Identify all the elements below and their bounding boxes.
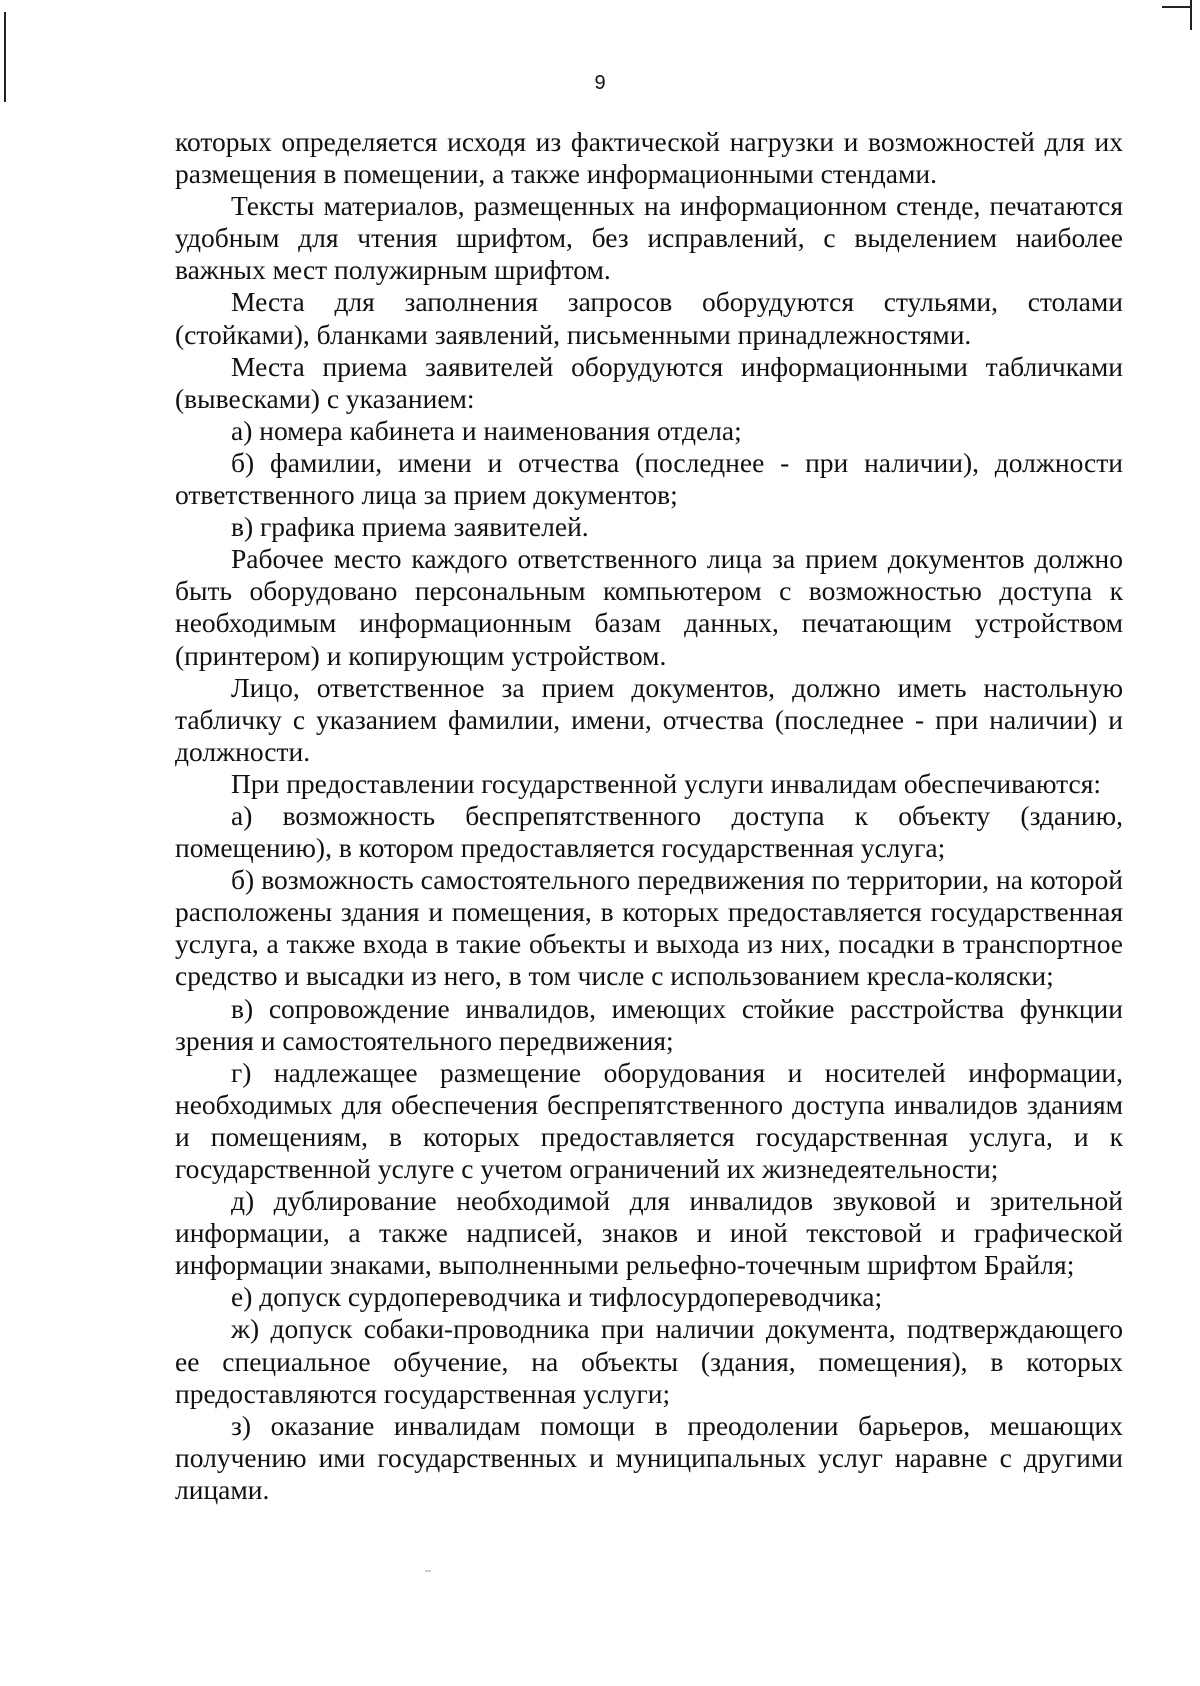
- paragraph: которых определяется исходя из фактической нагрузки и возможностей для их размещения в помещении, а также информационными стендами.: [175, 126, 1123, 190]
- scan-edge-mark-right: [1162, 6, 1192, 8]
- list-item: ж) допуск собаки-проводника при наличии документа, подтверждающего ее специальное обучение, на объекты (здания, помещения), в которых предоставляются государственная услуги;: [175, 1313, 1123, 1409]
- paragraph: При предоставлении государственной услуги инвалидам обеспечиваются:: [231, 767, 1101, 799]
- list-item: г) надлежащее размещение оборудования и носителей информации, необходимых для обеспечения беспрепятственного доступа инвалидов зданиям и помещениям, в которых предоставляется государственная услуга, и к государственной услуге с учетом ограничений их жизнедеятельности;: [175, 1056, 1123, 1184]
- list-item: е) допуск сурдопереводчика и тифлосурдопереводчика;: [231, 1281, 883, 1313]
- list-item: в) графика приема заявителей.: [231, 511, 589, 543]
- list-item: д) дублирование необходимой для инвалидов звуковой и зрительной информации, а также надписей, знаков и иной текстовой и графической информации знаками, выполненными рельефно-точечным шрифтом Брайля;: [175, 1185, 1123, 1281]
- list-item: а) возможность беспрепятственного доступа к объекту (зданию, помещению), в котором предоставляется государственная услуга;: [175, 799, 1123, 864]
- paragraph: Рабочее место каждого ответственного лица за прием документов должно быть оборудовано персональным компьютером с возможностью доступа к необходимым информационным базам данных, печатающим устройством (принтером) и копирующим устройством.: [175, 543, 1123, 671]
- paragraph: Лицо, ответственное за прием документов, должно иметь настольную табличку с указанием фамилии, имени, отчества (последнее - при наличии) и должности.: [175, 671, 1123, 767]
- list-item: б) возможность самостоятельного передвижения по территории, на которой расположены здания и помещения, в которых предоставляется государственная услуга, а также входа в такие объекты и выхода из них, посадки в транспортное средство и высадки из него, в том числе с использованием кресла-коляски;: [175, 864, 1123, 992]
- list-item: а) номера кабинета и наименования отдела;: [231, 414, 742, 446]
- page-number: 9: [594, 72, 606, 94]
- scan-artifact: [425, 1570, 431, 1572]
- list-item: в) сопровождение инвалидов, имеющих стойкие расстройства функции зрения и самостоятельного передвижения;: [175, 992, 1123, 1056]
- paragraph: Места для заполнения запросов оборудуются стульями, столами (стойками), бланками заявлений, письменными принадлежностями.: [175, 286, 1123, 350]
- scan-edge-mark-right-vertical: [1190, 0, 1192, 30]
- document-body: [175, 126, 1123, 1506]
- paragraph: Места приема заявителей оборудуются информационными табличками (вывесками) с указанием:: [175, 350, 1123, 414]
- list-item: з) оказание инвалидам помощи в преодолении барьеров, мешающих получению ими государственных и муниципальных услуг наравне с другими лицами.: [175, 1409, 1123, 1505]
- paragraph: Тексты материалов, размещенных на информационном стенде, печатаются удобным для чтения шрифтом, без исправлений, с выделением наиболее важных мест полужирным шрифтом.: [175, 190, 1123, 286]
- list-item: б) фамилии, имени и отчества (последнее - при наличии), должности ответственного лица за прием документов;: [175, 446, 1123, 511]
